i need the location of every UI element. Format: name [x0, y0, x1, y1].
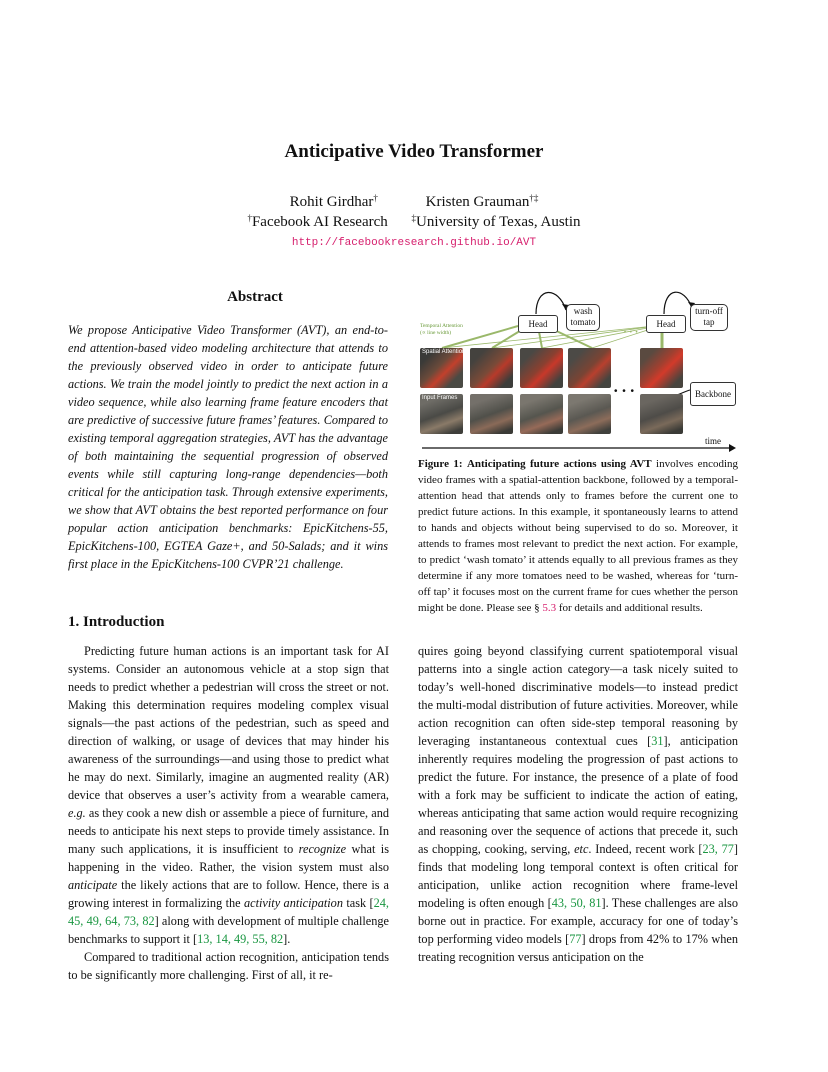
prediction-box-wash-tomato: wash tomato	[566, 304, 600, 331]
section-heading: 1. Introduction	[68, 614, 165, 630]
spatial-attention-frame	[520, 348, 563, 388]
abstract-heading: Abstract	[227, 289, 283, 305]
paragraph: Compared to traditional action recognition, anticipation tends to be significantly more challenging. First of all, it re-	[68, 950, 389, 982]
project-url-link[interactable]: http://facebookresearch.github.io/AVT	[291, 237, 537, 249]
input-frame	[520, 394, 563, 434]
citation-link[interactable]: 23, 77	[702, 842, 734, 856]
section-ref-link[interactable]: 5.3	[542, 602, 557, 614]
citation-link[interactable]: 77	[569, 932, 582, 946]
affiliation-list	[0, 214, 828, 231]
temporal-attention-label: Temporal Attention	[420, 323, 463, 329]
citation-link[interactable]: 43, 50, 81	[551, 896, 602, 910]
paragraph: quires going beyond classifying current spatiotemporal visual patterns into a single action category—a task nicely suited to today’s well-honed discriminative models—to instead predict the multi-modal distribution of future activities. Moreover, while action recognition can often side-step temporal reasoning by leveraging instantaneous contextual cues [31], anticipation inherently requires modeling the progression of past actions to predict the future. For instance, the presence of a plate of food with a fork may be sufficient to indicate the action of eating, whereas anticipating that same action would require recognizing and reasoning over the sequence of actions that precede it, such as chopping, cooking, serving, etc. Indeed, recent work [23, 77] finds that modeling long temporal context is often critical for anticipation, unlike action recognition where frame-level modeling is often enough [43, 50, 81]. These challenges are also borne out in practice. For example, accuracy for one of today’s top performing video models [77] drops from 42% to 17% when treating recognition versus anticipation on the	[418, 644, 738, 964]
paper-title: Anticipative Video Transformer	[284, 141, 544, 162]
citation-link[interactable]: 24, 45, 49, 64, 73, 82	[68, 896, 389, 928]
ellipsis-dots-green: • • •	[624, 330, 639, 336]
intro-right-column	[418, 642, 738, 966]
affiliation: ‡University of Texas, Austin	[411, 213, 581, 230]
figure-caption: Figure 1: Anticipating future actions using AVT involves encoding video frames with a spatial-attention backbone, followed by a temporal-attention head that attends only to frames before the current one to predict future actions. In this example, it spontaneously learns to attend to hands and objects without being supervised to do so. Moreover, it attends to frames most relevant to predict the next action. For example, to predict ‘wash tomato’ it attends equally to all previous frames as they determine if any more tomatoes need to be washed, whereas for ‘turn-off tap’ it focuses most on the current frame for cues whether the person might be done. Please see § 5.3 for details and additional results.	[418, 458, 739, 614]
temporal-attention-sublabel: (∝ line width)	[420, 330, 452, 336]
backbone-box: Backbone	[690, 382, 736, 406]
figure-1	[418, 282, 748, 452]
input-frames-label: Input Frames	[422, 395, 458, 401]
head-box: Head	[518, 315, 558, 333]
abstract-text: We propose Anticipative Video Transformer (AVT), an end-to-end attention-based video modeling architecture that attends to the previously observed video in order to anticipate future actions. We train the model jointly to predict the next action in a video sequence, while also learning frame feature encoders that are predictive of successive future frames’ features. Compared to existing temporal aggregation strategies, AVT has the advantage of both maintaining the sequential progression of observed events while still capturing long-range dependencies—both critical for the anticipation task. Through extensive experiments, we show that AVT obtains the best reported performance on four popular action anticipation benchmarks: EpicKitchens-55, EpicKitchens-100, EGTEA Gaze+, and 50-Salads; and it wins first place in the EpicKitchens-100 CVPR’21 challenge.	[68, 323, 388, 571]
spatial-attention-frame	[640, 348, 683, 388]
spatial-attention-frame	[568, 348, 611, 388]
input-frame	[568, 394, 611, 434]
intro-left-column	[68, 642, 389, 984]
author-list	[0, 194, 828, 211]
prediction-box-turn-off-tap: turn-off tap	[690, 304, 728, 331]
input-frame	[470, 394, 513, 434]
head-box: Head	[646, 315, 686, 333]
citation-link[interactable]: 13, 14, 49, 55, 82	[197, 932, 284, 946]
citation-link[interactable]: 31	[651, 734, 664, 748]
ellipsis-dots: • • •	[614, 386, 636, 397]
spatial-attention-frame	[470, 348, 513, 388]
time-axis-label: time	[705, 436, 721, 446]
paragraph: Predicting future human actions is an important task for AI systems. Consider an autonomous vehicle at a stop sign that needs to predict whether a pedestrian will cross the street or not. Making this determination requires modeling complex visual signals—the past actions of the pedestrian, such as speed and direction of walking, or usage of devices that may hinder his awareness of the surroundings—and using those to predict what he may do next. Similarly, imagine an augmented reality (AR) device that observes a user’s activity from a wearable camera, e.g. as they cook a new dish or assemble a piece of furniture, and needs to anticipate his next steps to provide timely assistance. In many such applications, it is insufficient to recognize what is happening in the video. Rather, the vision system must also anticipate the likely actions that are to follow. Hence, there is a growing interest in formalizing the activity anticipation task [24, 45, 49, 64, 73, 82] along with development of multiple challenge benchmarks to support it [13, 14, 49, 55, 82].	[68, 644, 390, 946]
affiliation: †Facebook AI Research	[247, 213, 388, 230]
author: Rohit Girdhar†	[289, 193, 378, 210]
author: Kristen Grauman†‡	[425, 193, 539, 210]
spatial-attention-label: Spatial Attention	[422, 349, 466, 355]
input-frame	[640, 394, 683, 434]
